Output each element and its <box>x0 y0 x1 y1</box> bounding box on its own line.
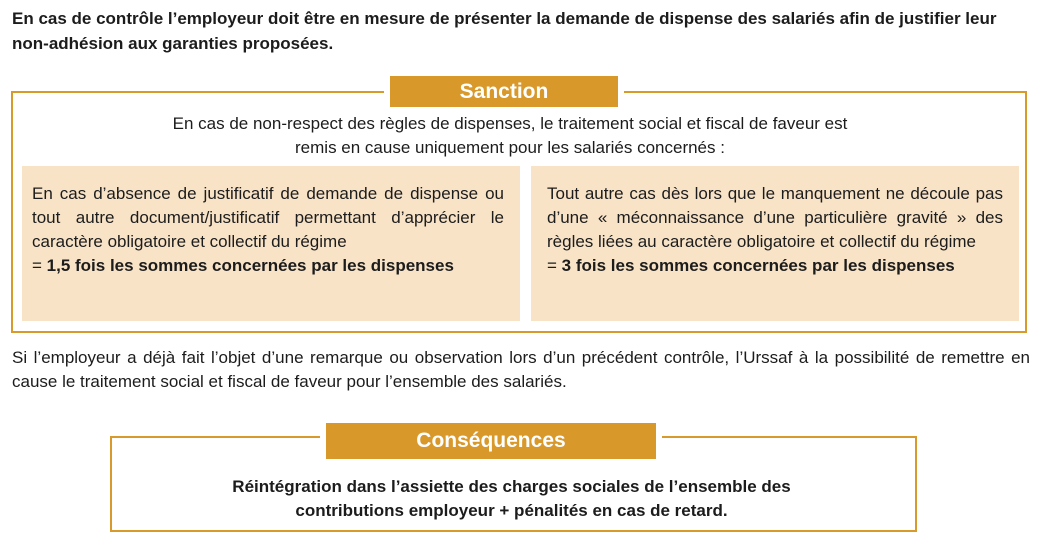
case-penalty-amount: 1,5 fois les sommes concernées par les dispenses <box>46 256 454 275</box>
case-penalty-prefix: = <box>32 256 47 275</box>
sanction-lead <box>60 112 960 160</box>
case-penalty <box>32 254 504 278</box>
sanction-case-other <box>531 166 1019 321</box>
intro-paragraph: En cas de contrôle l’employeur doit être en mesure de présenter la demande de dispense des salariés afin de justifier leur non-adhésion aux garanties proposées. <box>12 9 997 53</box>
sanction-lead-line1: En cas de non-respect des règles de dispenses, le traitement social et fiscal de faveur est <box>172 114 848 133</box>
case-penalty-prefix: = <box>547 256 562 275</box>
sanction-title: Sanction <box>390 76 618 107</box>
case-description: En cas d’absence de justificatif de demande de dispense ou tout autre document/justificatif permettant d’apprécier le caractère obligatoire et collectif du régime <box>32 184 504 251</box>
consequences-line1: Réintégration dans l’assiette des charges sociales de l’ensemble des <box>232 477 791 496</box>
consequences-title: Conséquences <box>326 423 656 459</box>
case-penalty <box>547 254 1003 278</box>
consequences-text <box>150 475 873 523</box>
case-penalty-amount: 3 fois les sommes concernées par les dispenses <box>561 256 955 275</box>
consequences-line2: contributions employeur + pénalités en cas de retard. <box>295 501 728 520</box>
prior-control-note: Si l’employeur a déjà fait l’objet d’une remarque ou observation lors d’un précédent contrôle, l’Urssaf à la possibilité de remettre en cause le traitement social et fiscal de faveur pour l’ensemble des salariés. <box>12 348 1030 391</box>
sanction-case-missing-justification <box>22 166 520 321</box>
case-description: Tout autre cas dès lors que le manquement ne découle pas d’une « méconnaissance d’une particulière gravité » des règles liées au caractère obligatoire et collectif du régime <box>547 184 1003 251</box>
sanction-lead-line2: remis en cause uniquement pour les salariés concernés : <box>295 138 725 157</box>
